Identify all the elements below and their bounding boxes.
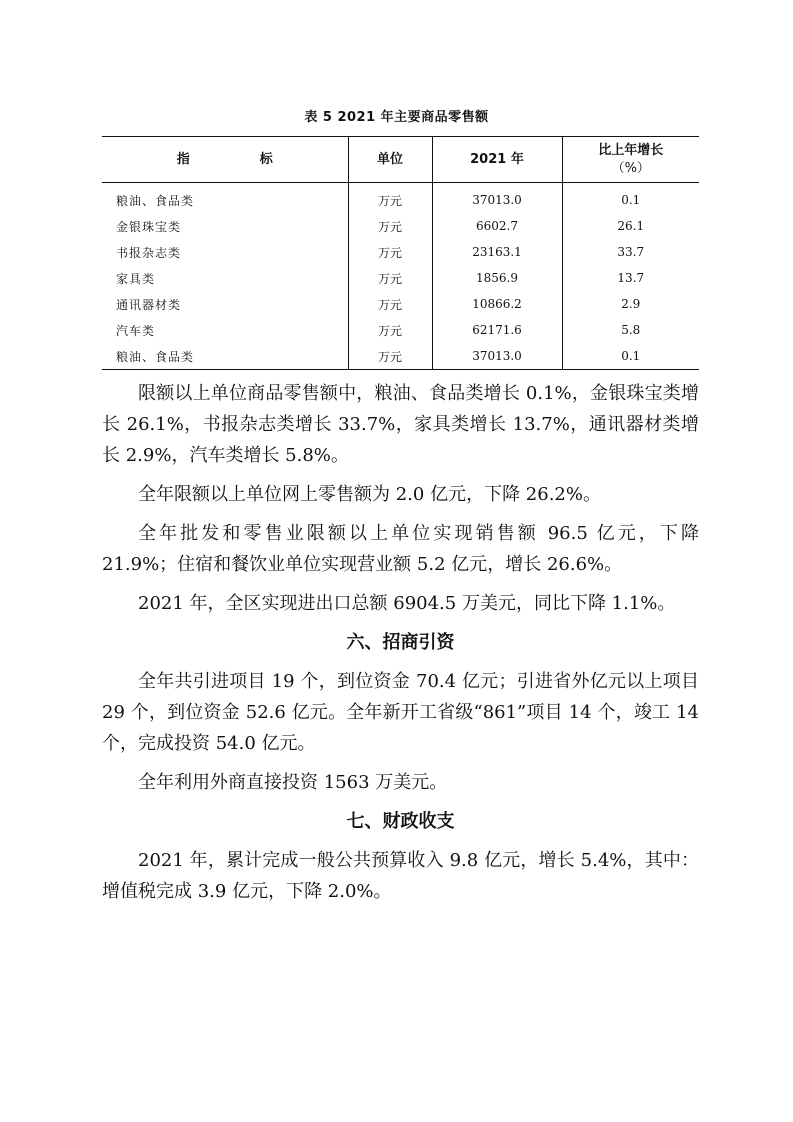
table-row [102, 213, 699, 239]
row-growth: 26.1 [562, 213, 699, 239]
row-unit: 万元 [348, 265, 432, 291]
row-value: 37013.0 [432, 183, 562, 214]
row-value: 6602.7 [432, 213, 562, 239]
row-unit: 万元 [348, 317, 432, 343]
row-name: 家具类 [116, 271, 156, 286]
row-unit: 万元 [348, 291, 432, 317]
section-heading-investment: 六、招商引资 [346, 632, 455, 653]
table-row [102, 183, 699, 214]
row-name: 书报杂志类 [116, 245, 182, 260]
header-indicator [102, 137, 348, 183]
paragraph-retail-categories: 限额以上单位商品零售额中，粮油、食品类增长 0.1%，金银珠宝类增长 26.1%，书报杂志类增长 33.7%，家具类增长 13.7%，通讯器材类增长 2.9%，汽车类增长 5.8%。 [102, 383, 699, 466]
header-indicator-char2: 标 [259, 151, 273, 167]
body-text [102, 378, 699, 915]
header-growth [562, 137, 699, 183]
row-unit: 万元 [348, 239, 432, 265]
row-unit: 万元 [348, 343, 432, 370]
row-value: 10866.2 [432, 291, 562, 317]
row-name: 通讯器材类 [116, 297, 182, 312]
row-value: 1856.9 [432, 265, 562, 291]
row-value: 23163.1 [432, 239, 562, 265]
row-growth: 13.7 [562, 265, 699, 291]
paragraph-foreign-investment: 全年利用外商直接投资 1563 万美元。 [138, 772, 448, 793]
row-growth: 0.1 [562, 183, 699, 214]
row-growth: 5.8 [562, 317, 699, 343]
row-unit: 万元 [348, 183, 432, 214]
row-value: 62171.6 [432, 317, 562, 343]
row-name: 粮油、食品类 [116, 349, 195, 364]
header-growth-line2: （%） [611, 160, 650, 176]
paragraph-investment-projects: 全年共引进项目 19 个，到位资金 70.4 亿元；引进省外亿元以上项目 29 个，到位资金 52.6 亿元。全年新开工省级“861”项目 14 个，竣工 14 个，完成投资 54.0 亿元。 [102, 671, 699, 754]
retail-sales-table [102, 136, 699, 370]
row-unit: 万元 [348, 213, 432, 239]
paragraph-online-retail: 全年限额以上单位网上零售额为 2.0 亿元，下降 26.2%。 [138, 484, 601, 505]
row-growth: 2.9 [562, 291, 699, 317]
header-growth-line1: 比上年增长 [598, 142, 664, 158]
table-row [102, 317, 699, 343]
paragraph-budget-revenue: 2021 年，累计完成一般公共预算收入 9.8 亿元，增长 5.4%，其中：增值税完成 3.9 亿元，下降 2.0%。 [102, 850, 699, 902]
table-row [102, 343, 699, 370]
table-title: 表 5 2021 年主要商品零售额 [304, 110, 489, 125]
row-value: 37013.0 [432, 343, 562, 370]
header-indicator-char1: 指 [176, 151, 190, 167]
row-growth: 33.7 [562, 239, 699, 265]
paragraph-wholesale-catering: 全年批发和零售业限额以上单位实现销售额 96.5 亿元，下降 21.9%；住宿和餐饮业单位实现营业额 5.2 亿元，增长 26.6%。 [102, 523, 699, 575]
header-year: 2021 年 [432, 137, 562, 183]
row-name: 粮油、食品类 [116, 193, 195, 208]
table-row [102, 265, 699, 291]
section-heading-finance: 七、财政收支 [346, 811, 455, 832]
paragraph-import-export: 2021 年，全区实现进出口总额 6904.5 万美元，同比下降 1.1%。 [138, 593, 676, 614]
row-name: 金银珠宝类 [116, 219, 182, 234]
table-row [102, 291, 699, 317]
row-name: 汽车类 [116, 323, 156, 338]
header-unit: 单位 [348, 137, 432, 183]
table-row [102, 239, 699, 265]
row-growth: 0.1 [562, 343, 699, 370]
table-header-row [102, 137, 699, 183]
